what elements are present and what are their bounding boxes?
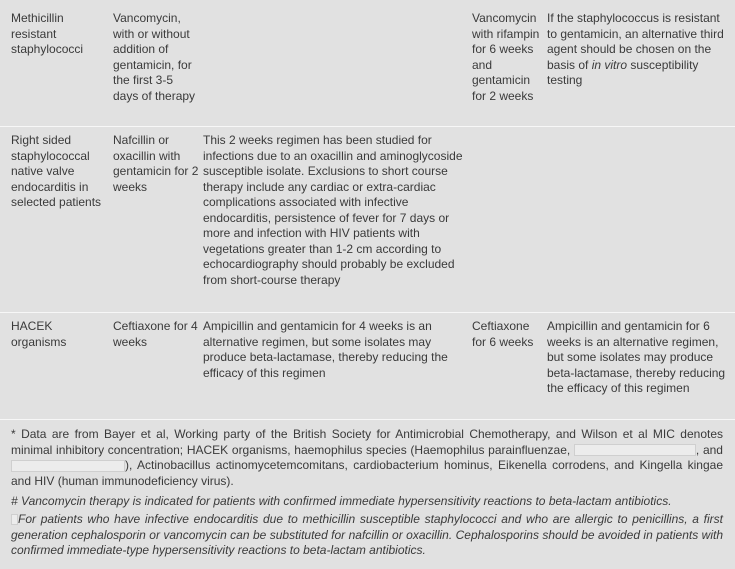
regimen-cell: Nafcillin or oxacillin with gentamicin for 2 weeks (113, 133, 199, 194)
redacted-blank (574, 444, 696, 456)
organism-cell: HACEK organisms (11, 319, 67, 349)
organism-cell: Right sided staphylococcal native valve endocarditis in selected patients (11, 133, 102, 209)
footnote-text: Data are from Bayer et al, Working party of the British Society for Antimicrobial Chemotherapy, and Wilson et al MIC denotes minimal inhibitory concentration; HACEK organisms, haemophilus species (Haemophilus parainfluenzae, (11, 427, 723, 457)
footnote-text: Vancomycin therapy is indicated for patients with confirmed immediate hypersensitivity reactions to beta-lactam antibiotics. (17, 494, 672, 508)
comment-cell: Ampicillin and gentamicin for 4 weeks is an alternative regimen, but some isolates may produce beta-lactamase, thereby reducing the efficacy of this regimen (203, 319, 448, 380)
redacted-blank (11, 460, 125, 472)
footnote-data-sources (11, 427, 723, 489)
footnote-text: For patients who have infective endocarditis due to methicillin susceptible staphylococci and who are allergic to penicillins, a first generation cephalosporin or vancomycin can be substituted for nafcillin or oxacillin. Cephalosporins should be avoided in patients with confirmed immediate-type hypersensitivity reactions to beta-lactam antibiotics. (11, 512, 723, 557)
alt-comment-cell (547, 11, 732, 89)
alt-regimen-cell: Ceftiaxone for 6 weeks (472, 319, 534, 349)
organism-cell: Methicillin resistant staphylococci (11, 11, 84, 56)
row-divider (0, 312, 735, 313)
regimen-cell: Ceftiaxone for 4 weeks (113, 319, 198, 349)
asterisk-marker: * (11, 427, 16, 441)
footnote-allergy (11, 512, 723, 559)
regimen-cell: Vancomycin, with or without addition of gentamicin, for the first 3-5 days of therapy (113, 11, 196, 103)
row-divider (0, 126, 735, 127)
dagger-marker-icon (11, 514, 18, 525)
alt-comment-cell: Ampicillin and gentamicin for 6 weeks is an alternative regimen, but some isolates may produce beta-lactamase, thereby reducing the efficacy of this regimen (547, 319, 726, 395)
hash-marker: # (11, 494, 18, 508)
footnote-text: ), Actinobacillus actinomycetemcomitans, cardiobacterium hominus, Eikenella corrodens, and Kingella kingae and HIV (human immunodeficiency virus). (11, 458, 723, 488)
alt-comment-text-end: susceptibility testing (547, 57, 699, 87)
alt-comment-text: If the staphylococcus is resistant to gentamicin, an alternative third agent should be chosen on the basis of (547, 11, 724, 72)
footnote-vancomycin (11, 494, 723, 510)
row-divider (0, 419, 735, 420)
alt-regimen-cell: Vancomycin with rifampin for 6 weeks and gentamicin for 2 weeks (472, 11, 540, 103)
footnote-text: , and (695, 442, 723, 457)
in-vitro-italic: in vitro (591, 57, 628, 72)
comment-cell: This 2 weeks regimen has been studied for infections due to an oxacillin and aminoglycoside susceptible isolate. Exclusions to short course therapy include any cardiac or extra-cardiac complications associated with infective endocarditis, persistence of fever for 7 days or more and infection with HIV patients with vegetations greater than 1-2 cm according to echocardiography should probably be excluded from short-course therapy (203, 133, 463, 287)
